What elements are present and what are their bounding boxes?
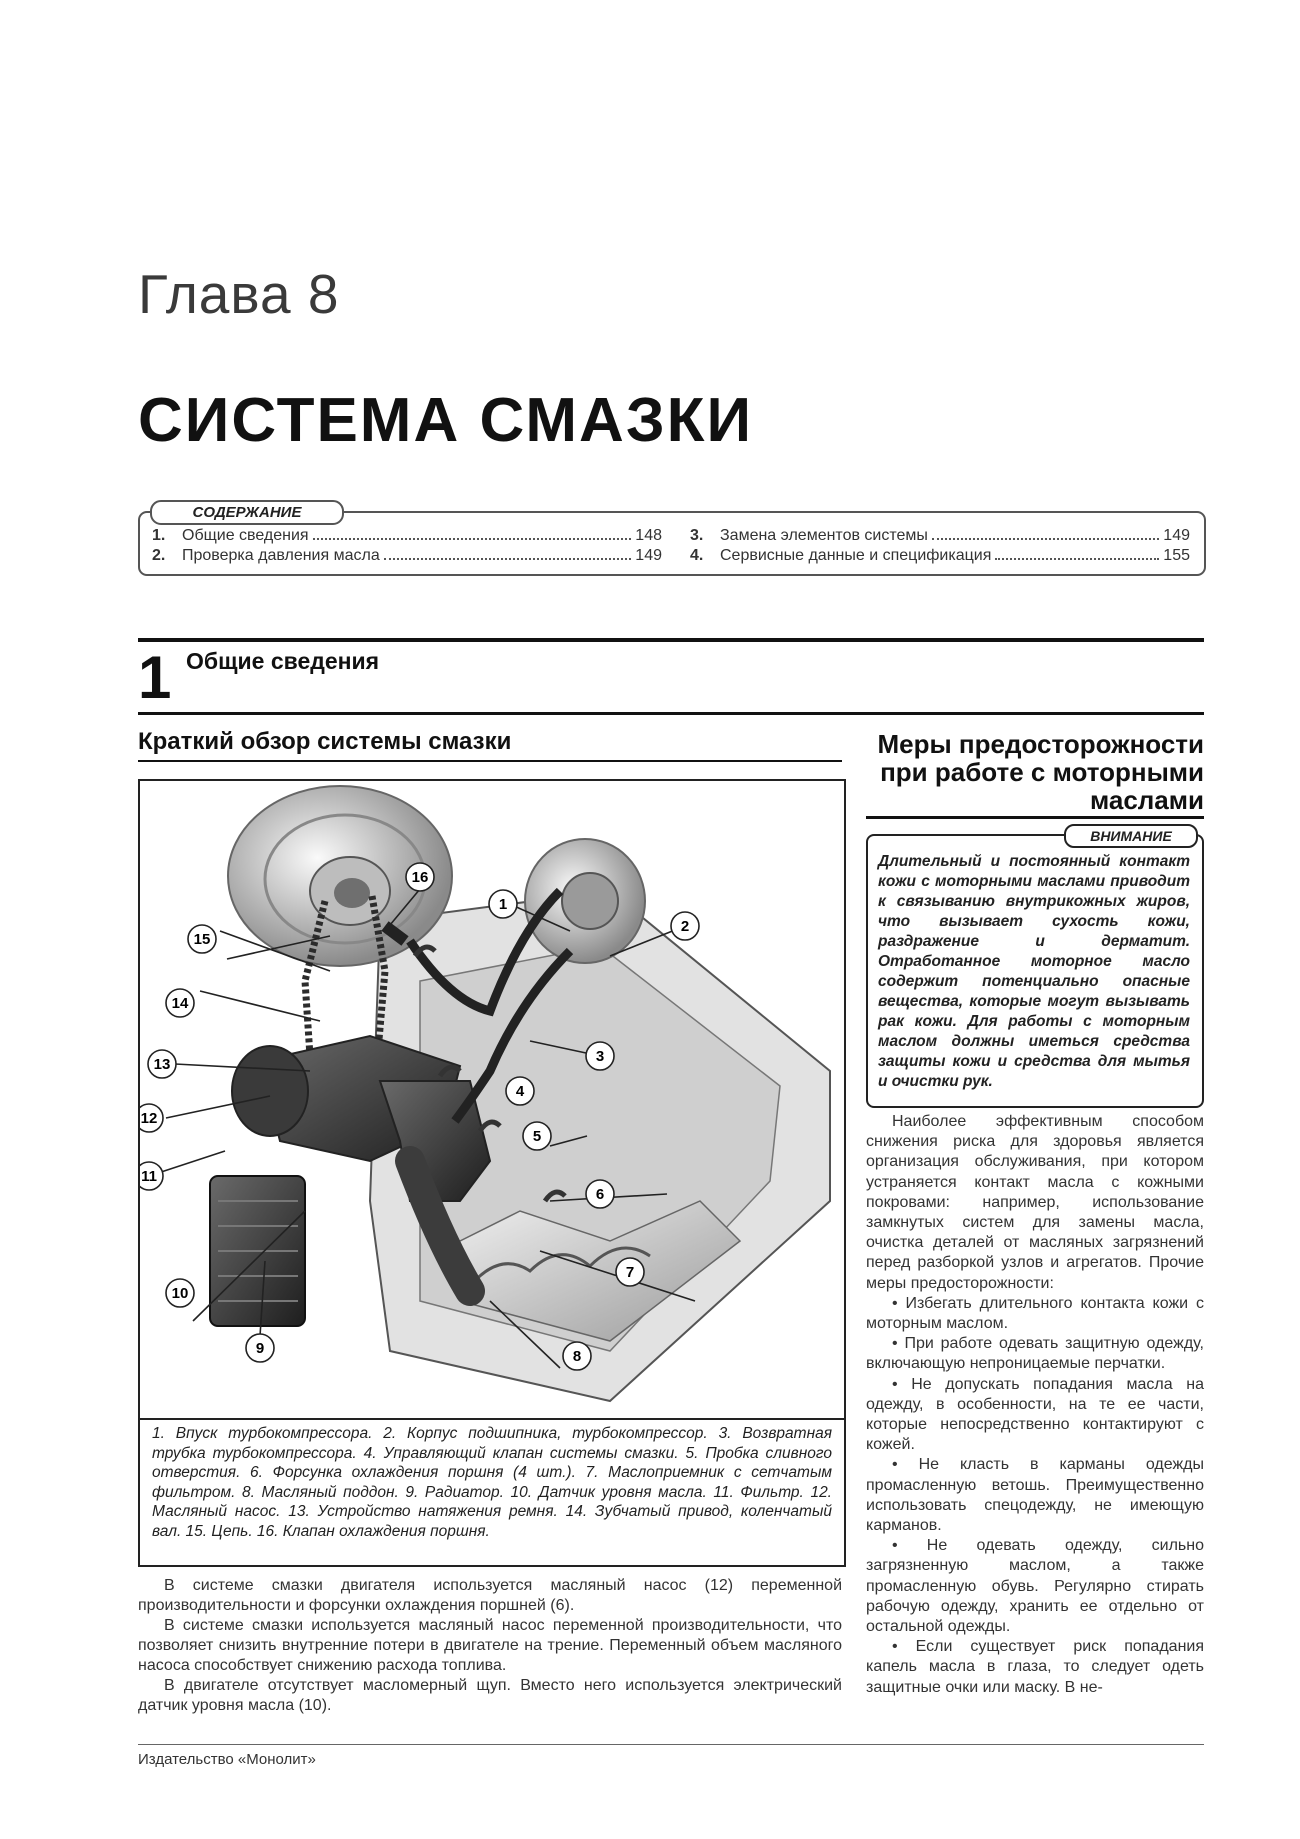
callout-12-marker (140, 1104, 163, 1132)
body-text (138, 1576, 842, 1716)
callout-14-marker (166, 989, 194, 1017)
callout-4-marker (506, 1077, 534, 1105)
callout-9-marker (246, 1334, 274, 1362)
sidebar-bullet: • Избегать длительного контакта кожи с моторным маслом. (866, 1294, 1204, 1333)
callout-10: 10 (171, 1285, 189, 1302)
callout-15: 15 (193, 931, 211, 948)
chapter-label: Глава 8 (138, 263, 340, 325)
callout-9: 9 (255, 1340, 265, 1357)
section-rule (138, 712, 1204, 715)
toc-heading: СОДЕРЖАНИЕ (150, 500, 344, 525)
toc-entry-title: Замена элементов системы (720, 527, 928, 544)
callout-8-marker (563, 1342, 591, 1370)
toc-entry[interactable] (152, 547, 662, 565)
engine-lubrication-diagram (140, 781, 840, 1417)
sidebar-bullet: • Если существует риск попадания капель масла в глаза, то следует одеть защитные очки или маску. В не- (866, 1638, 1204, 1696)
sidebar-rule (866, 816, 1204, 819)
callout-5: 5 (532, 1128, 542, 1145)
section-number: 1 (138, 644, 172, 711)
callout-8: 8 (572, 1348, 582, 1365)
toc-entry-number: 1. (152, 527, 166, 544)
toc-entry-number: 3. (690, 527, 704, 544)
sidebar-bullet: • Не класть в карманы одежды промасленную ветошь. Преимущественно использовать спецодежду, не имеющую карманов. (866, 1456, 1204, 1535)
figure-divider (138, 1418, 844, 1420)
subsection-title: Краткий обзор системы смазки (138, 728, 512, 755)
sidebar-bullet: • Не одевать одежду, сильно загрязненную маслом, а также промасленную обувь. Регулярно стирать рабочую одежду, хранить ее отдельно от остальной одежды. (866, 1537, 1204, 1636)
toc-entry-page: 155 (1163, 547, 1190, 564)
callout-3: 3 (595, 1048, 605, 1065)
toc-leader (384, 558, 632, 560)
callout-2: 2 (680, 918, 690, 935)
callout-12: 12 (140, 1110, 158, 1127)
section-title: Общие сведения (186, 648, 380, 674)
toc-entry-page: 149 (1163, 527, 1190, 544)
callout-16-marker (406, 863, 434, 891)
toc-entry-page: 148 (635, 527, 662, 544)
sidebar-text (866, 1112, 1204, 1698)
toc-entry-page: 149 (635, 547, 662, 564)
footer-rule (138, 1744, 1204, 1745)
callout-7: 7 (625, 1264, 635, 1281)
callout-11-marker (140, 1162, 163, 1190)
sidebar-bullet: • При работе одевать защитную одежду, включающую непроницаемые перчатки. (866, 1335, 1204, 1373)
callout-13: 13 (153, 1056, 171, 1073)
toc-entry-title: Сервисные данные и спецификация (720, 547, 992, 564)
toc-entry-number: 2. (152, 547, 166, 564)
callout-11: 11 (141, 1168, 157, 1185)
warning-label: ВНИМАНИЕ (1064, 824, 1198, 848)
toc-leader (313, 538, 632, 540)
sidebar-paragraph: Наиболее эффективным способом снижения риска для здоровья является организация обслуживания, при котором устраняется контакт масла с кожными покровами: например, использование замкнутых систем для замены масла, очистка деталей от масляных загрязнений перед разборкой узлов и агрегатов. Прочие меры предосторожности: (866, 1113, 1204, 1292)
subsection-rule (138, 760, 842, 762)
figure-caption: 1. Впуск турбокомпрессора. 2. Корпус подшипника, турбокомпрессор. 3. Возвратная трубка турбокомпрессора. 4. Управляющий клапан системы смазки. 5. Пробка сливного отверстия. 6. Форсунка охлаждения поршня (4 шт.). 7. Маслоприемник с сетчатым фильтром. 8. Масляный поддон. 9. Радиатор. 10. Датчик уровня масла. 11. Фильтр. 12. Масляный насос. 13. Устройство натяжения ремня. 14. Зубчатый привод, коленчатый вал. 15. Цепь. 16. Клапан охлаждения поршня. (152, 1425, 832, 1540)
callout-3-marker (586, 1042, 614, 1070)
body-paragraph: В двигателе отсутствует масломерный щуп. Вместо него используется электрический датчик уровня масла (10). (138, 1677, 842, 1714)
callout-13-marker (148, 1050, 176, 1078)
toc-entry[interactable] (690, 547, 1190, 565)
callout-1-marker (489, 890, 517, 918)
publisher-footer: Издательство «Монолит» (138, 1751, 316, 1768)
toc-entry-title: Общие сведения (182, 527, 309, 544)
callout-2-marker (671, 912, 699, 940)
toc-entry-number: 4. (690, 547, 704, 564)
toc-entry[interactable] (152, 527, 662, 545)
callout-15-marker (188, 925, 216, 953)
callout-6-marker (586, 1180, 614, 1208)
sidebar-bullet: • Не допускать попадания масла на одежду, в особенности, на те ее части, которые непосредственно контактируют с кожей. (866, 1375, 1204, 1454)
body-paragraph: В системе смазки используется масляный насос переменной производительности, что позволяет снизить внутренние потери в двигателе на трение. Переменный объем масляного насоса способствует снижению расхода топлива. (138, 1617, 842, 1674)
callout-5-marker (523, 1122, 551, 1150)
callout-16: 16 (411, 869, 429, 886)
section-rule (138, 638, 1204, 642)
callout-7-marker (616, 1258, 644, 1286)
toc-entry[interactable] (690, 527, 1190, 545)
callout-14: 14 (171, 995, 189, 1012)
callout-6: 6 (595, 1186, 605, 1203)
sidebar-title: Меры предосторожности при работе с моторными маслами (877, 729, 1204, 815)
callout-10-marker (166, 1279, 194, 1307)
callout-4: 4 (515, 1083, 525, 1100)
callout-1: 1 (498, 896, 508, 913)
body-paragraph: В системе смазки двигателя используется масляный насос (12) переменной производительности и форсунки охлаждения поршней (6). (138, 1577, 842, 1614)
toc-leader (995, 558, 1159, 560)
chapter-title: СИСТЕМА СМАЗКИ (138, 386, 754, 455)
toc-entry-title: Проверка давления масла (182, 547, 380, 564)
warning-text: Длительный и постоянный контакт кожи с моторными маслами приводит к связыванию внутрикожных жиров, что вызывает сухость кожи, раздражение и дерматит. Отработанное моторное масло содержит потенциально опасные вещества, которые могут вызывать рак кожи. Для работы с моторным маслом должны иметься средства защиты кожи и средства для мытья и очистки рук. (878, 853, 1190, 1090)
toc-leader (932, 538, 1159, 540)
